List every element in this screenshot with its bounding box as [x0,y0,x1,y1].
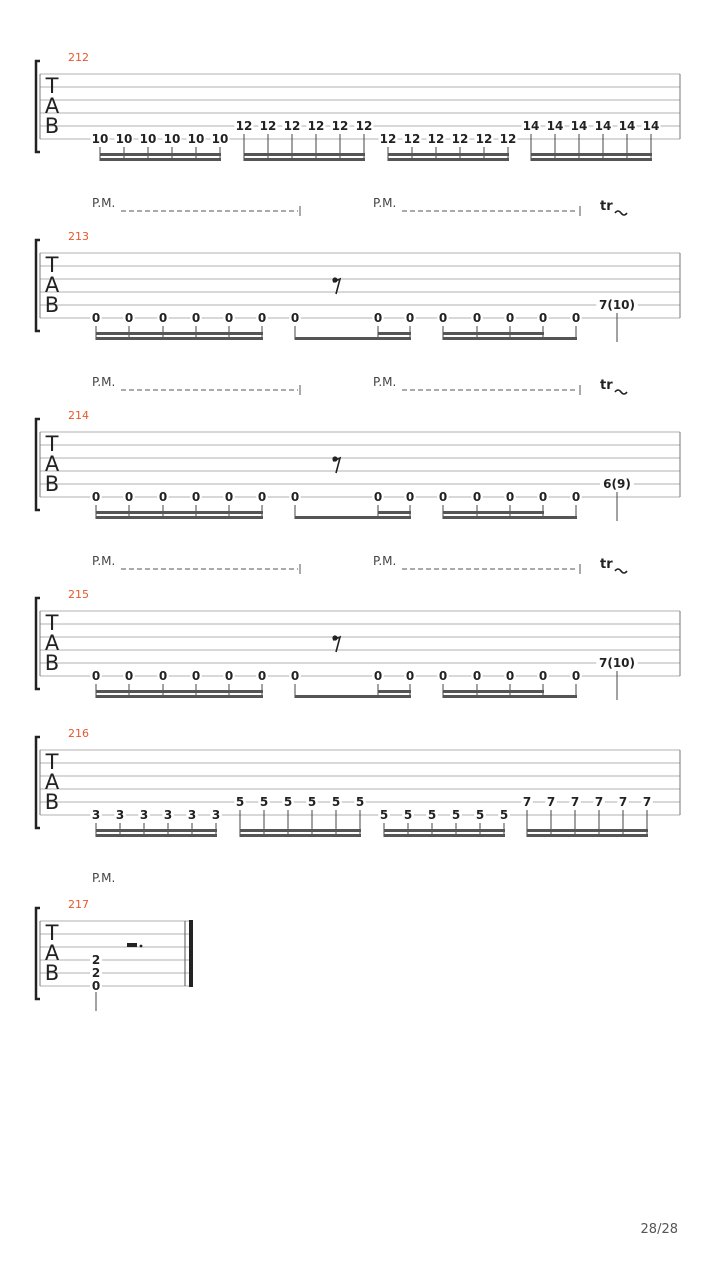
fret-number: 7 [594,795,604,809]
tab-clef-letter: T [45,74,59,98]
fret-number: 3 [187,808,197,822]
fret-number: 0 [158,490,168,504]
tab-clef-letter: B [44,114,60,138]
fret-number: 2 [91,966,101,980]
tab-clef-letter: A [44,941,60,965]
fret-number: 10 [115,132,133,146]
tab-clef-letter: T [45,611,59,635]
beam [96,516,263,519]
palm-mute-label: P.M. [92,554,116,568]
fret-number: 12 [355,119,373,133]
fret-number: 10 [187,132,205,146]
fret-number: 0 [538,490,548,504]
fret-number: 10 [139,132,157,146]
tab-clef-letter: T [45,921,59,945]
fret-number: 12 [331,119,349,133]
fret-number: 5 [475,808,485,822]
tab-clef-letter: B [44,472,60,496]
beam [527,834,648,837]
fret-number: 14 [570,119,588,133]
rest-dot [140,945,143,948]
fret-number: 0 [290,490,300,504]
beam [96,690,263,693]
fret-number: 5 [451,808,461,822]
beam [240,834,361,837]
fret-number: 14 [618,119,636,133]
trill-wave-icon [615,211,627,215]
fret-number: 0 [191,490,201,504]
beam [527,829,648,832]
fret-number: 0 [405,490,415,504]
fret-number: 0 [472,669,482,683]
trill-label: tr [600,199,613,214]
fret-number: 0 [124,669,134,683]
fret-number: 3 [211,808,221,822]
fret-number: 0 [571,311,581,325]
tab-clef-letter: T [45,750,59,774]
fret-number: 12 [235,119,253,133]
tab-clef-letter: T [45,253,59,277]
beam [100,158,221,161]
palm-mute-label: P.M. [373,554,397,568]
measure-number: 213 [68,230,89,243]
fret-number: 14 [546,119,564,133]
fret-number: 12 [379,132,397,146]
trill-label: tr [600,557,613,572]
beam [244,153,365,156]
fret-number: 0 [373,490,383,504]
beam [378,332,411,335]
trill-wave-icon [615,569,627,573]
beam [531,158,652,161]
measure-number: 215 [68,588,89,601]
fret-number: 0 [290,669,300,683]
fret-number: 0 [538,669,548,683]
system-bracket [36,240,40,331]
fret-number: 7(10) [598,656,636,670]
beam [378,690,411,693]
fret-number: 7 [642,795,652,809]
tab-clef-letter: A [44,770,60,794]
fret-number: 5 [499,808,509,822]
beam [240,829,361,832]
fret-number: 0 [124,311,134,325]
beam [378,511,411,514]
palm-mute-label: P.M. [373,196,397,210]
fret-number: 0 [257,311,267,325]
fret-number: 7(10) [598,298,636,312]
beam [388,158,509,161]
fret-number: 12 [403,132,421,146]
fret-number: 0 [191,311,201,325]
fret-number: 12 [475,132,493,146]
fret-number: 0 [373,311,383,325]
beam [244,158,365,161]
measure-number: 216 [68,727,89,740]
fret-number: 5 [355,795,365,809]
system-bracket [36,419,40,510]
fret-number: 0 [224,311,234,325]
fret-number: 0 [224,669,234,683]
fret-number: 0 [538,311,548,325]
beam [443,332,544,335]
fret-number: 7 [522,795,532,809]
beam [96,834,217,837]
trill-label: tr [600,378,613,393]
tab-clef-letter: B [44,961,60,985]
system-bracket [36,61,40,152]
fret-number: 0 [505,311,515,325]
fret-number: 12 [307,119,325,133]
fret-number: 5 [379,808,389,822]
system-bracket [36,737,40,828]
fret-number: 0 [373,669,383,683]
beam [443,511,544,514]
fret-number: 6(9) [603,477,631,491]
beam [384,834,505,837]
fret-number: 3 [163,808,173,822]
beam [96,829,217,832]
beam [443,695,544,698]
beam [443,690,544,693]
beam [100,153,221,156]
fret-number: 0 [571,669,581,683]
fret-number: 12 [283,119,301,133]
palm-mute-label: P.M. [92,375,116,389]
fret-number: 5 [235,795,245,809]
fret-number: 14 [642,119,660,133]
tab-clef-letter: T [45,432,59,456]
fret-number: 0 [257,490,267,504]
beam [378,516,411,519]
fret-number: 5 [331,795,341,809]
fret-number: 0 [191,669,201,683]
beam [96,511,263,514]
palm-mute-label: P.M. [92,871,116,885]
fret-number: 5 [427,808,437,822]
fret-number: 10 [91,132,109,146]
fret-number: 5 [403,808,413,822]
fret-number: 12 [451,132,469,146]
fret-number: 0 [438,311,448,325]
beam [531,153,652,156]
tab-clef-letter: A [44,273,60,297]
fret-number: 0 [91,669,101,683]
fret-number: 0 [405,311,415,325]
final-barline [189,920,193,987]
fret-number: 3 [115,808,125,822]
palm-mute-label: P.M. [92,196,116,210]
fret-number: 0 [257,669,267,683]
fret-number: 0 [224,490,234,504]
fret-number: 5 [283,795,293,809]
fret-number: 14 [522,119,540,133]
fret-number: 0 [472,490,482,504]
fret-number: 0 [505,669,515,683]
fret-number: 0 [158,669,168,683]
fret-number: 10 [163,132,181,146]
fret-number: 2 [91,953,101,967]
half-rest-icon [127,943,137,947]
fret-number: 5 [259,795,269,809]
fret-number: 7 [570,795,580,809]
beam [384,829,505,832]
tab-clef-letter: A [44,452,60,476]
fret-number: 5 [307,795,317,809]
tab-clef-letter: B [44,651,60,675]
fret-number: 0 [91,490,101,504]
tab-clef-letter: A [44,631,60,655]
beam [443,337,544,340]
trill-wave-icon [615,390,627,394]
fret-number: 7 [618,795,628,809]
tab-clef-letter: A [44,94,60,118]
tab-clef-letter: B [44,293,60,317]
fret-number: 0 [405,669,415,683]
beam [96,332,263,335]
fret-number: 0 [91,311,101,325]
fret-number: 0 [158,311,168,325]
beam [378,695,411,698]
fret-number: 0 [505,490,515,504]
measure-number: 217 [68,898,89,911]
fret-number: 3 [139,808,149,822]
system-bracket [36,908,40,999]
measure-number: 214 [68,409,89,422]
beam [378,337,411,340]
fret-number: 0 [91,979,101,993]
palm-mute-label: P.M. [373,375,397,389]
page-number: 28/28 [640,1222,678,1237]
fret-number: 12 [259,119,277,133]
fret-number: 0 [124,490,134,504]
fret-number: 12 [499,132,517,146]
beam [96,337,263,340]
fret-number: 10 [211,132,229,146]
tab-clef-letter: B [44,790,60,814]
fret-number: 0 [472,311,482,325]
fret-number: 3 [91,808,101,822]
beam [443,516,544,519]
beam [96,695,263,698]
measure-number: 212 [68,51,89,64]
fret-number: 14 [594,119,612,133]
fret-number: 0 [571,490,581,504]
fret-number: 0 [290,311,300,325]
system-bracket [36,598,40,689]
fret-number: 12 [427,132,445,146]
fret-number: 0 [438,669,448,683]
fret-number: 7 [546,795,556,809]
fret-number: 0 [438,490,448,504]
beam [388,153,509,156]
